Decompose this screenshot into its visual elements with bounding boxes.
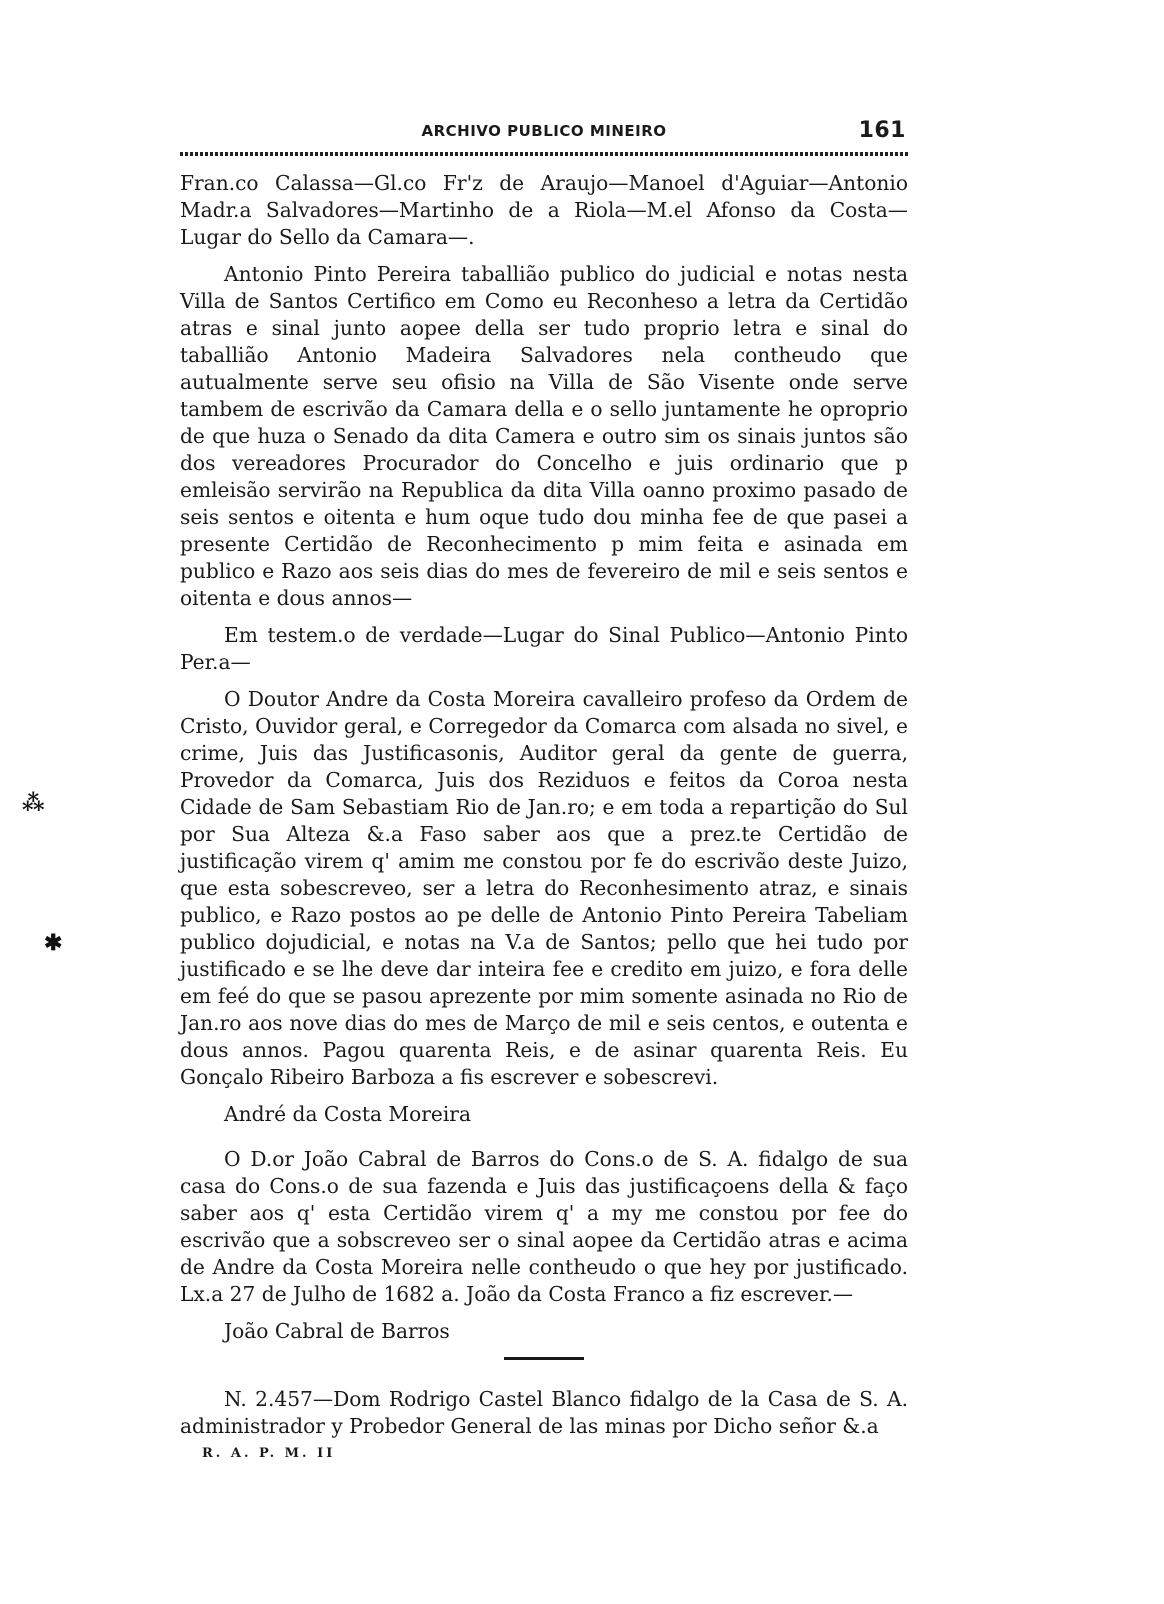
paragraph-2: Antonio Pinto Pereira taballião publico do judicial e notas nesta Villa de Santos Certifico em Como eu Reconheso a letra da Certidão atras e sinal junto aopee della ser tudo proprio letra e sinal do taballião Antonio Madeira Salvadores nela contheudo que autualmente serve seu ofisio na Villa de São Visente onde serve tambem de escrivão da Camara della e o sello juntamente he oproprio de que huza o Senado da dita Camera e outro sim os sinais juntos são dos vereadores Procurador do Concelho e juis ordinario que p emleisão servirão na Republica da dita Villa oanno proximo pasado de seis sentos e oitenta e hum oque tudo dou minha fee de que pasei a presente Certidão de Reconhecimento p mim feita e asinada em publico e Razo aos seis dias do mes de fevereiro de mil e seis sentos e oitenta e dous annos— [180, 262, 908, 610]
header-rule [180, 152, 908, 156]
paragraph-1: Fran.co Calassa—Gl.co Fr'z de Araujo—Manoel d'Aguiar—Antonio Madr.a Salvadores—Martinho de a Riola—M.el Afonso da Costa—Lugar do Sello da Camara—. [180, 171, 908, 249]
signature-joao: João Cabral de Barros [224, 1319, 450, 1343]
margin-ink-mark-2: ✱ [44, 930, 63, 956]
paragraph-5: O D.or João Cabral de Barros do Cons.o de S. A. fidalgo de sua casa do Cons.o de sua fazenda e Juis das justificaçoens della & faço saber aos q' esta Certidão virem q' a my me constou por fee do escrivão que a sobscreveo ser o sinal aopee da Certidão atras e acima de Andre da Costa Moreira nelle contheudo o que hey por justificado. Lx.a 27 de Julho de 1682 a. João da Costa Franco a fiz escrever.— [180, 1147, 908, 1306]
footer-signature-mark: R. A. P. M. II [202, 1446, 336, 1461]
running-title: ARCHIVO PUBLICO MINEIRO [421, 122, 667, 140]
paragraph-4: O Doutor Andre da Costa Moreira cavalleiro profeso da Ordem de Cristo, Ouvidor geral, e Corregedor da Comarca com alsada no sivel, e crime, Juis das Justificasonis, Auditor geral da gente de guerra, Provedor da Comarca, Juis dos Reziduos e feitos da Coroa nesta Cidade de Sam Sebastiam Rio de Jan.ro; e em toda a repartição do Sul por Sua Alteza &.a Faso saber aos que a prez.te Certidão de justificação virem q' amim me constou por fe do escrivão deste Juizo, que esta sobescreveo, ser a letra do Reconhesimento atraz, e sinais publico, e Razo postos ao pe delle de Antonio Pinto Pereira Tabeliam publico dojudicial, e notas na V.a de Santos; pello que hei tudo por justificado e se lhe deve dar inteira fee e credito em juizo, e fora delle em feé do que se pasou aprezente por mim somente asinada no Rio de Jan.ro aos nove dias do mes de Março de mil e seis centos, e outenta e dous annos. Pagou quarenta Reis, e de asinar quarenta Reis. Eu Gonçalo Ribeiro Barboza a fis escrever e sobescrevi. [180, 687, 908, 1089]
book-page [180, 118, 908, 1461]
page-number: 161 [858, 118, 906, 143]
signature-andre: André da Costa Moreira [224, 1102, 471, 1126]
paragraph-3: Em testem.o de verdade—Lugar do Sinal Publico—Antonio Pinto Per.a— [180, 623, 908, 674]
running-header [180, 118, 908, 152]
paragraph-6: N. 2.457—Dom Rodrigo Castel Blanco fidalgo de la Casa de S. A. administrador y Probedor General de las minas por Dicho señor &.a [180, 1387, 908, 1438]
section-separator [504, 1357, 584, 1360]
margin-ink-mark-1: ⁂ [22, 790, 45, 816]
